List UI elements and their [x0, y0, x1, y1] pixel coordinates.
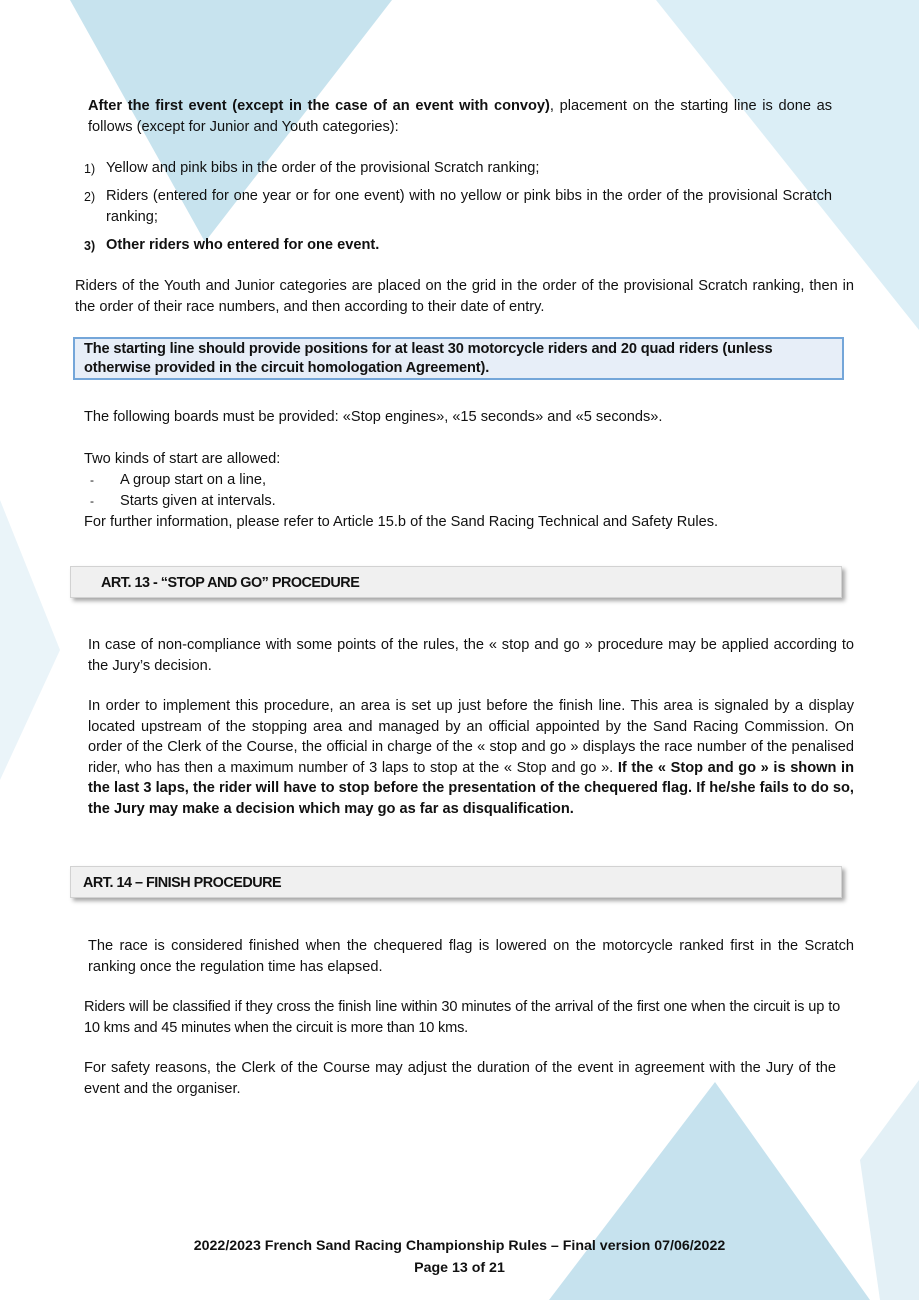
dash-bullet: - [90, 473, 94, 487]
list-number: 2) [84, 190, 96, 204]
starting-line-note: The starting line should provide positions for at least 30 motorcycle riders and 20 quad riders (unless otherwise provided in the circuit homologation Agreement). [73, 337, 844, 380]
intro-paragraph [88, 96, 832, 137]
section-heading-art14: ART. 14 – FINISH PROCEDURE [70, 866, 842, 898]
list-item [90, 470, 690, 491]
list-text: Riders (entered for one year or for one event) with no yellow or pink bibs in the order of the provisional Scratch ranking; [106, 188, 832, 225]
page-number: Page 13 of 21 [414, 1260, 505, 1276]
list-text: Other riders who entered for one event. [106, 237, 380, 253]
list-item [90, 491, 690, 512]
art13-paragraph-2 [88, 696, 854, 819]
section-heading-art13: ART. 13 - “STOP AND GO” PROCEDURE [70, 566, 842, 598]
list-item [84, 186, 832, 227]
boards-paragraph: The following boards must be provided: «Stop engines», «15 seconds» and «5 seconds». [84, 409, 663, 425]
left-edge-triangle [0, 500, 60, 780]
list-number: 3) [84, 239, 96, 253]
list-item [84, 158, 832, 179]
art14-paragraph-2: Riders will be classified if they cross the finish line within 30 minutes of the arrival of the first one when the circuit is up to 10 kms and 45 minutes when the circuit is more than 10 kms. [84, 999, 840, 1036]
intro-bold: After the first event (except in the case of an event with convoy) [88, 98, 550, 114]
art13-para2-bold: If the « Stop and go » is shown in the last 3 laps, the rider will have to stop before the presentation of the chequered flag. If he/she fails to do so, the Jury may make a decision which may go as far as disqualification. [88, 759, 854, 817]
footer-title: 2022/2023 French Sand Racing Championship Rules – Final version 07/06/2022 [193, 1238, 726, 1254]
youth-junior-paragraph: Riders of the Youth and Junior categories are placed on the grid in the order of the provisional Scratch ranking, then in the order of their race numbers, and then according to their date of entry. [75, 278, 854, 315]
start-kind: A group start on a line, [120, 472, 267, 488]
intro-rest: , placement on the starting line is done as follows (except for Junior and Youth categories): [88, 98, 832, 135]
dash-bullet: - [90, 494, 94, 508]
list-text: Yellow and pink bibs in the order of the provisional Scratch ranking; [106, 160, 540, 176]
art13-paragraph-1: In case of non-compliance with some points of the rules, the « stop and go » procedure may be applied according to the Jury’s decision. [88, 637, 854, 674]
list-number: 1) [84, 162, 96, 176]
art14-paragraph-1: The race is considered finished when the chequered flag is lowered on the motorcycle ranked first in the Scratch ranking once the regulation time has elapsed. [88, 938, 854, 975]
art14-paragraph-3: For safety reasons, the Clerk of the Course may adjust the duration of the event in agreement with the Jury of the event and the organiser. [84, 1060, 836, 1097]
list-item [84, 235, 832, 256]
further-info-paragraph: For further information, please refer to Article 15.b of the Sand Racing Technical and Safety Rules. [84, 514, 719, 530]
art13-para2-normal: In order to implement this procedure, an area is set up just before the finish line. This area is signaled by a display located upstream of the stopping area and managed by an official appointed by the Sand Racing Commission. On order of the Clerk of the Course, the official in charge of the « stop and go » displays the race number of the penalised rider, who has then a maximum number of 3 laps to stop at the « Stop and go ». [88, 698, 854, 776]
start-kind: Starts given at intervals. [120, 493, 276, 509]
start-kinds-intro: Two kinds of start are allowed: [84, 451, 281, 467]
